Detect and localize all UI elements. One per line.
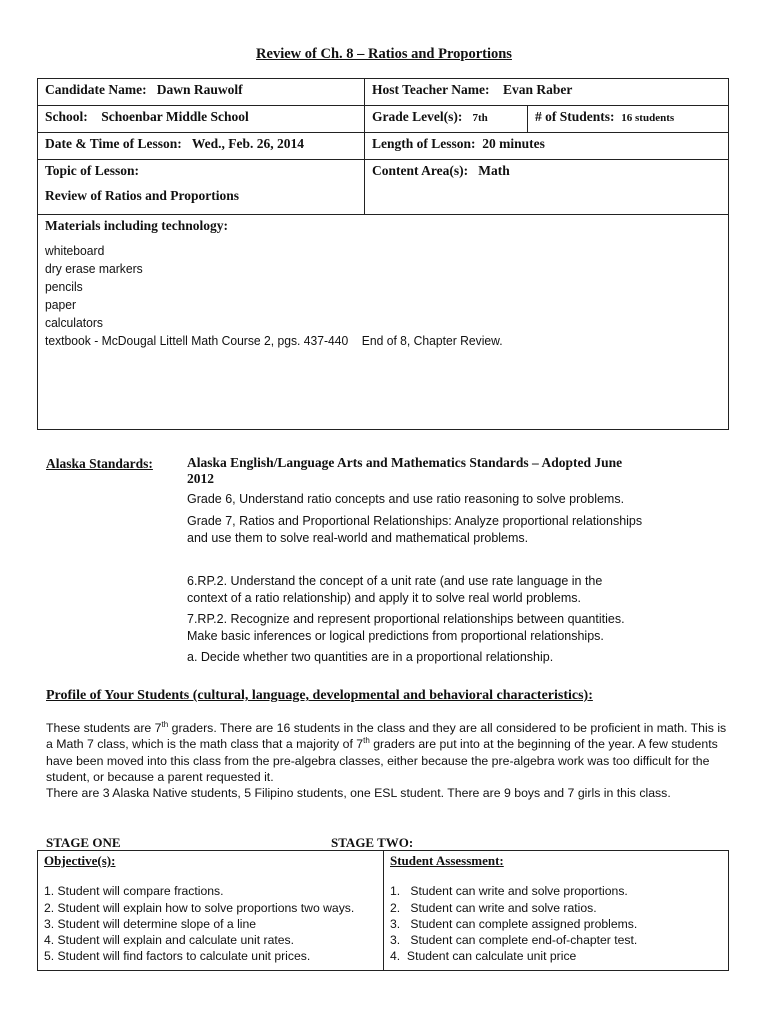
materials-item: paper <box>45 298 77 312</box>
profile-paragraph <box>46 720 736 785</box>
host-label: Host Teacher Name: <box>372 82 490 97</box>
date-cell <box>38 133 365 160</box>
students-value: 16 students <box>621 112 675 124</box>
standard-6rp2: 6.RP.2. Understand the concept of a unit rate (and use rate language in the context of a ratio relationship) and apply it to solve real world problems. <box>187 574 603 605</box>
standards-heading: Alaska Standards: <box>46 456 153 471</box>
profile-paragraph: There are 3 Alaska Native students, 5 Filipino students, one ESL student. There are 9 boys and 7 girls in this class. <box>46 786 671 801</box>
date-value: Wed., Feb. 26, 2014 <box>191 136 305 151</box>
content-cell <box>365 160 729 215</box>
stage-two-label: STAGE TWO: <box>331 835 414 850</box>
profile-text-part: graders. There are 16 students in the class and they are all considered to be proficient in math. This is a Math 7 class, which is the math class that a majority of 7 <box>46 721 727 752</box>
objectives-list <box>44 883 377 964</box>
assessment-cell <box>384 851 729 971</box>
grade-value: 7th <box>472 112 488 124</box>
candidate-cell <box>38 79 365 106</box>
materials-list <box>45 242 701 350</box>
objectives-heading: Objective(s): <box>44 853 116 868</box>
assessment-item: 4. Student can calculate unit price <box>390 949 577 964</box>
standards-title: Alaska English/Language Arts and Mathematics Standards – Adopted June 2012 <box>187 455 623 486</box>
profile-text-part: These students are 7 <box>46 721 162 735</box>
objectives-cell <box>38 851 384 971</box>
topic-label: Topic of Lesson: <box>45 163 140 178</box>
host-value: Evan Raber <box>503 82 573 97</box>
assessment-heading: Student Assessment: <box>390 853 504 868</box>
host-cell <box>365 79 729 106</box>
assessment-item: 3. Student can complete end-of-chapter test. <box>390 933 638 948</box>
assessment-item: 2. Student can write and solve ratios. <box>390 900 597 915</box>
length-cell <box>365 133 729 160</box>
content-value: Math <box>478 163 510 178</box>
stage-one-label: STAGE ONE <box>46 835 121 850</box>
objective-item: 1. Student will compare fractions. <box>44 884 224 899</box>
standard-7rp2a: a. Decide whether two quantities are in a proportional relationship. <box>187 650 554 664</box>
grade-cell <box>365 106 528 133</box>
assessment-item: 1. Student can write and solve proportions. <box>390 884 628 899</box>
objective-item: 4. Student will explain and calculate unit rates. <box>44 933 294 948</box>
topic-value: Review of Ratios and Proportions <box>45 188 239 203</box>
materials-item: dry erase markers <box>45 262 143 276</box>
profile-heading: Profile of Your Students (cultural, language, developmental and behavioral characteristics): <box>46 688 593 703</box>
students-label: # of Students: <box>535 109 615 124</box>
school-cell <box>38 106 365 133</box>
materials-label: Materials including technology: <box>45 218 228 233</box>
superscript: th <box>161 719 169 729</box>
assessment-list <box>390 883 722 964</box>
students-cell <box>528 106 729 133</box>
profile-text <box>46 720 736 801</box>
lesson-info-table <box>37 78 729 430</box>
grade-label: Grade Level(s): <box>372 109 463 124</box>
content-label: Content Area(s): <box>372 163 469 178</box>
materials-item: textbook - McDougal Littell Math Course 2, pgs. 437-440 End of 8, Chapter Review. <box>45 334 503 348</box>
objective-item: 3. Student will determine slope of a line <box>44 916 257 931</box>
materials-item: pencils <box>45 280 83 294</box>
school-label: School: <box>45 109 88 124</box>
objective-item: 5. Student will find factors to calculate unit prices. <box>44 949 311 964</box>
materials-item: calculators <box>45 316 103 330</box>
objectives-table <box>37 850 729 971</box>
candidate-label: Candidate Name: <box>45 82 147 97</box>
length-label: Length of Lesson: <box>372 136 476 151</box>
candidate-value: Dawn Rauwolf <box>156 82 243 97</box>
page-title: Review of Ch. 8 – Ratios and Proportions <box>256 46 512 62</box>
assessment-item: 3. Student can complete assigned problems. <box>390 916 638 931</box>
school-value: Schoenbar Middle School <box>101 109 249 124</box>
length-value: 20 minutes <box>482 136 545 151</box>
objective-item: 2. Student will explain how to solve proportions two ways. <box>44 900 355 915</box>
profile-text-part: graders are put into at the beginning of the year. A few students have been moved into this class from the pre-algebra classes, either because the pre-algebra work was too difficult for the student, or because a parent requested it. <box>46 737 718 784</box>
materials-cell <box>38 215 729 430</box>
date-label: Date & Time of Lesson: <box>45 136 182 151</box>
standard-7rp2: 7.RP.2. Recognize and represent proportional relationships between quantities. Make basic inferences or logical predictions from proportional relationships. <box>187 612 625 643</box>
materials-item: whiteboard <box>45 244 105 258</box>
standard-grade6: Grade 6, Understand ratio concepts and use ratio reasoning to solve problems. <box>187 492 625 506</box>
standard-grade7: Grade 7, Ratios and Proportional Relationships: Analyze proportional relationships and use them to solve real-world and mathematical problems. <box>187 514 643 545</box>
topic-cell <box>38 160 365 215</box>
superscript: th <box>363 736 370 746</box>
